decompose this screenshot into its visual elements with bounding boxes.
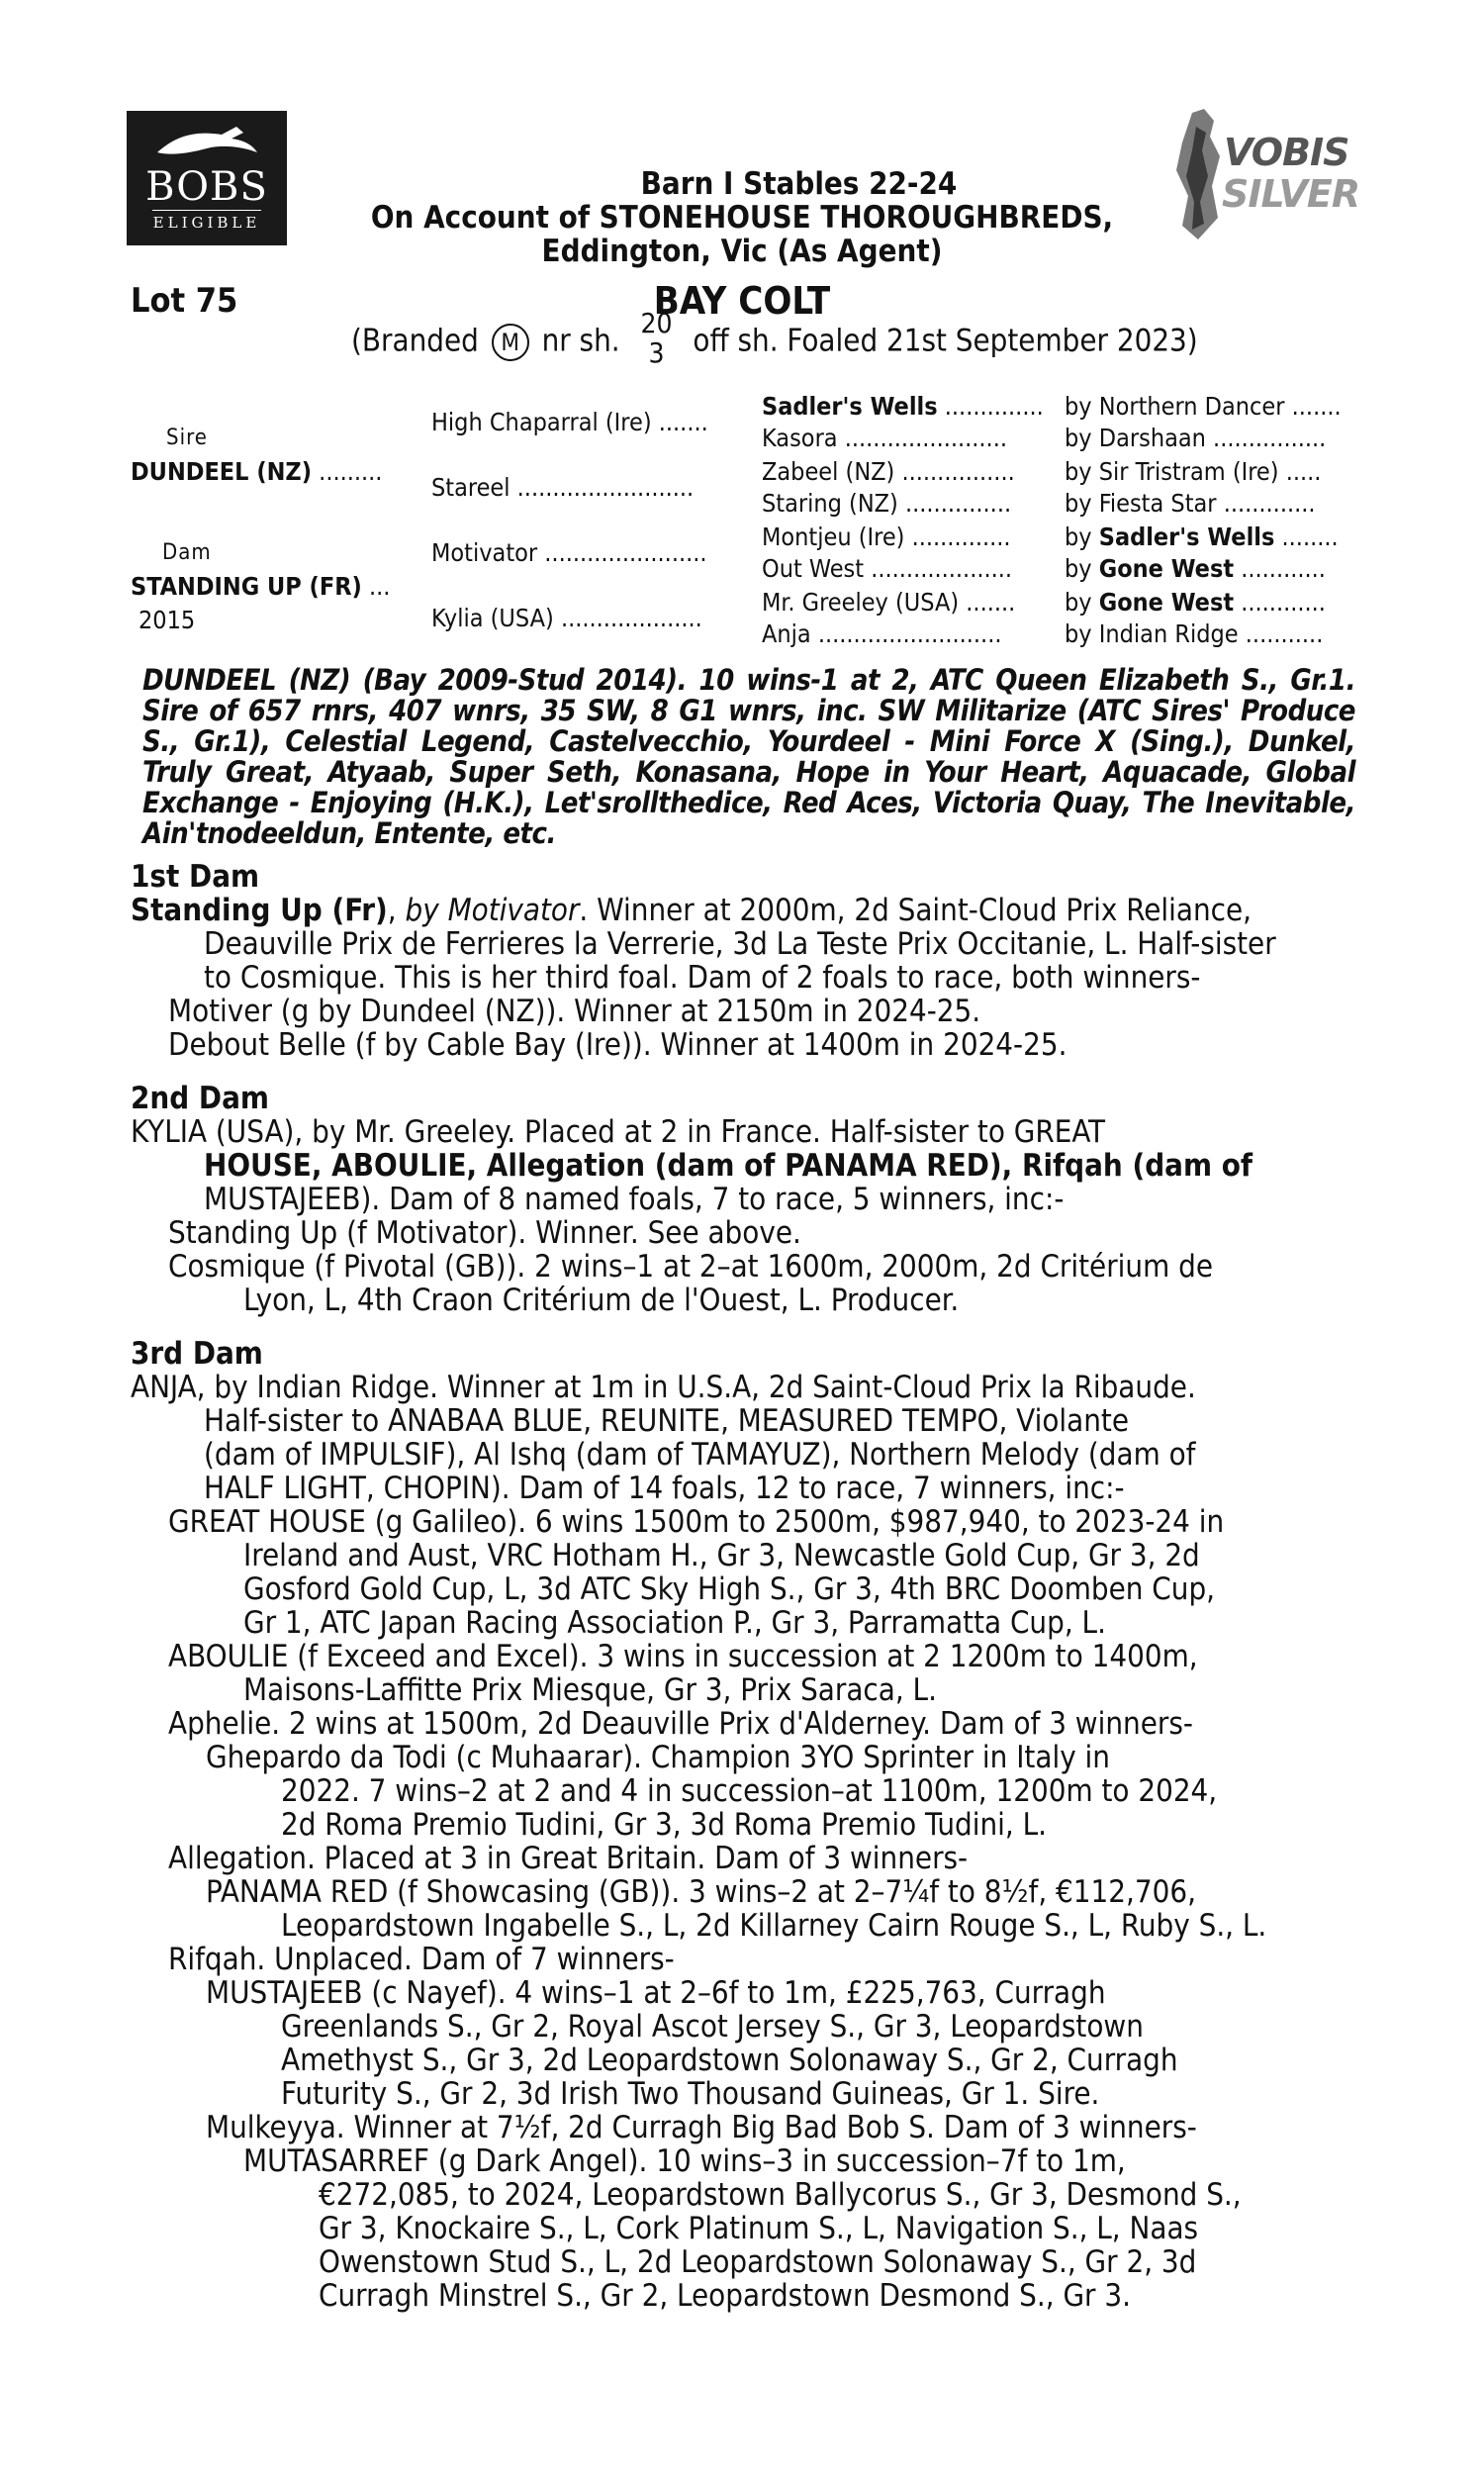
brand-nr: nr sh.	[541, 323, 620, 359]
third-dam-line: (dam of IMPULSIF), Al Ishq (dam of TAMAYUZ), Northern Melody (dam of	[204, 1437, 1196, 1473]
third-dam-line: €272,085, to 2024, Leopardstown Ballycorus S., Gr 3, Desmond S.,	[319, 2177, 1242, 2213]
first-dam-progeny-2: Debout Belle (f by Cable Bay (Ire)). Winner at 1400m in 2024-25.	[168, 1027, 1067, 1063]
third-dam-line: Allegation. Placed at 3 in Great Britain. Dam of 3 winners-	[168, 1841, 969, 1876]
third-dam-line: MUTASARREF (g Dark Angel). 10 wins–3 in succession–7f to 1m,	[243, 2143, 1126, 2179]
third-dam-line: Mulkeyya. Winner at 7½f, 2d Curragh Big Bad Bob S. Dam of 3 winners-	[206, 2110, 1197, 2145]
third-dam-line: Gr 3, Knockaire S., L, Cork Platinum S., L, Navigation S., L, Naas	[319, 2211, 1199, 2246]
brand-fraction-bottom: 3	[648, 336, 665, 369]
brand-line	[351, 307, 1198, 372]
brand-mark: M	[501, 329, 520, 356]
dam-name: STANDING UP (FR) ...	[131, 572, 391, 601]
brand-suffix: off sh. Foaled 21st September 2023)	[693, 323, 1198, 359]
third-dam-line: 2022. 7 wins–2 at 2 and 4 in succession–at 1100m, 1200m to 2024,	[281, 1773, 1218, 1809]
g4-7: by Gone West ............	[1065, 588, 1326, 617]
horse-title: BAY COLT	[653, 279, 831, 323]
brand-mark-icon	[492, 324, 529, 361]
g4-2: by Darshaan ................	[1065, 424, 1327, 452]
g4-8: by Indian Ridge ...........	[1065, 619, 1324, 648]
brand-fraction-top: 20	[640, 307, 673, 339]
g3-6: Out West ....................	[762, 554, 1013, 583]
g4-6: by Gone West ............	[1065, 554, 1326, 583]
third-dam-line: Curragh Minstrel S., Gr 2, Leopardstown Desmond S., Gr 3.	[319, 2278, 1131, 2314]
g3-8: Anja ..........................	[762, 619, 1002, 648]
g3-3: Zabeel (NZ) ................	[762, 457, 1015, 486]
sire-name: DUNDEEL (NZ) .........	[131, 457, 383, 486]
third-dam-line: ABOULIE (f Exceed and Excel). 3 wins in succession at 2 1200m to 1400m,	[168, 1639, 1198, 1674]
third-dam-line: Gosford Gold Cup, L, 3d ATC Sky High S., Gr 3, 4th BRC Doomben Cup,	[243, 1571, 1216, 1607]
second-dam-line-1: KYLIA (USA), by Mr. Greeley. Placed at 2 in France. Half-sister to GREAT	[131, 1114, 1106, 1150]
lot-number: Lot 75	[131, 281, 238, 321]
third-dam-line: Leopardstown Ingabelle S., L, 2d Killarney Cairn Rouge S., L, Ruby S., L.	[281, 1908, 1267, 1944]
silver-logo-text: SILVER	[1222, 172, 1360, 216]
third-dam-line: Greenlands S., Gr 2, Royal Ascot Jersey S., Gr 3, Leopardstown	[281, 2009, 1144, 2045]
vendor-location: Eddington, Vic (As Agent)	[541, 234, 943, 269]
third-dam-line: Gr 1, ATC Japan Racing Association P., Gr 3, Parramatta Cup, L.	[243, 1605, 1106, 1641]
dam-label: Dam	[162, 540, 212, 565]
third-dam-line: Futurity S., Gr 2, 3d Irish Two Thousand Guineas, Gr 1. Sire.	[281, 2076, 1100, 2112]
second-dam-heading: 2nd Dam	[131, 1081, 269, 1116]
second-dam-progeny-2a: Cosmique (f Pivotal (GB)). 2 wins–1 at 2–at 1600m, 2000m, 2d Critérium de	[168, 1249, 1214, 1285]
third-dam-line: Ghepardo da Todi (c Muhaarar). Champion 3YO Sprinter in Italy in	[206, 1740, 1110, 1775]
first-dam-line-2: Deauville Prix de Ferrieres la Verrerie, 3d La Teste Prix Occitanie, L. Half-sister	[204, 926, 1276, 962]
third-dam-line: Amethyst S., Gr 3, 2d Leopardstown Solonaway S., Gr 2, Curragh	[281, 2043, 1178, 2078]
second-dam-line-3: MUSTAJEEB). Dam of 8 named foals, 7 to race, 5 winners, inc:-	[204, 1182, 1065, 1217]
third-dam-line: MUSTAJEEB (c Nayef). 4 wins–1 at 2–6f to 1m, £225,763, Curragh	[206, 1975, 1106, 2011]
g4-5: by Sadler's Wells ........	[1065, 523, 1339, 551]
first-dam-progeny-1: Motiver (g by Dundeel (NZ)). Winner at 2150m in 2024-25.	[168, 994, 981, 1029]
third-dam-line: Aphelie. 2 wins at 1500m, 2d Deauville Prix d'Alderney. Dam of 3 winners-	[168, 1706, 1193, 1742]
bobs-logo-subtext: ELIGIBLE	[152, 210, 261, 232]
third-dam-line: Maisons-Laffitte Prix Miesque, Gr 3, Prix Saraca, L.	[243, 1672, 937, 1708]
second-dam-progeny-2b: Lyon, L, 4th Craon Critérium de l'Ouest, L. Producer.	[243, 1283, 960, 1318]
vendor-line: On Account of STONEHOUSE THOROUGHBREDS,	[370, 200, 1114, 236]
g4-3: by Sir Tristram (Ire) .....	[1065, 457, 1322, 486]
dam-year: 2015	[139, 606, 196, 634]
vobis-logo-text: VOBIS	[1224, 131, 1349, 174]
g3-4: Staring (NZ) ...............	[762, 489, 1012, 518]
first-dam-heading: 1st Dam	[131, 859, 260, 895]
third-dam-line: HALF LIGHT, CHOPIN). Dam of 14 foals, 12 to race, 7 winners, inc:-	[204, 1471, 1125, 1506]
g4-4: by Fiesta Star .............	[1065, 489, 1316, 518]
g3-7: Mr. Greeley (USA) .......	[762, 588, 1016, 617]
g3-2: Kasora .......................	[762, 424, 1007, 452]
barn-location: Barn I Stables 22-24	[640, 166, 958, 202]
sire-summary: DUNDEEL (NZ) (Bay 2009-Stud 2014). 10 wins-1 at 2, ATC Queen Elizabeth S., Gr.1. Sire of 657 rnrs, 407 wnrs, 35 SW, 8 G1 wnrs, inc. SW Militarize (ATC Sires' Produce S., Gr.1), Celestial Legend, Castelvecchio, Yourdeel - Mini Force X (Sing.), Dunkel, Truly Great, Atyaab, Super Seth, Konasana, Hope in Your Heart, Aquacade, Global Exchange - Enjoying (H.K.), Let'srollthedice, Red Aces, Victoria Quay, The Inevitable, Ain'tnodeeldun, Entente, etc.	[142, 663, 1355, 850]
third-dam-line: Ireland and Aust, VRC Hotham H., Gr 3, Newcastle Gold Cup, Gr 3, 2d	[243, 1538, 1200, 1573]
third-dam-line: Owenstown Stud S., L, 2d Leopardstown Solonaway S., Gr 2, 3d	[319, 2244, 1197, 2280]
third-dam-heading: 3rd Dam	[131, 1336, 263, 1372]
first-dam-line-1: Standing Up (Fr), by Motivator. Winner at 2000m, 2d Saint-Cloud Prix Reliance,	[131, 893, 1252, 928]
g3-1: Sadler's Wells ..............	[762, 392, 1044, 421]
sire-dam: Stareel .........................	[431, 473, 695, 502]
second-dam-line-2: HOUSE, ABOULIE, Allegation (dam of PANAMA RED), Rifqah (dam of	[204, 1148, 1253, 1184]
brand-prefix: (Branded	[351, 323, 479, 359]
third-dam-line: 2d Roma Premio Tudini, Gr 3, 3d Roma Premio Tudini, L.	[281, 1807, 1047, 1843]
third-dam-line: ANJA, by Indian Ridge. Winner at 1m in U.S.A, 2d Saint-Cloud Prix la Ribaude.	[131, 1370, 1196, 1405]
sire-sire: High Chaparral (Ire) .......	[431, 408, 708, 436]
bobs-logo-text: BOBS	[145, 164, 268, 210]
dam-dam: Kylia (USA) ....................	[431, 604, 702, 632]
g4-1: by Northern Dancer .......	[1065, 392, 1342, 421]
horse-icon	[152, 123, 261, 162]
first-dam-line-3: to Cosmique. This is her third foal. Dam of 2 foals to race, both winners-	[204, 960, 1201, 996]
sire-label: Sire	[166, 426, 208, 450]
g3-5: Montjeu (Ire) ..............	[762, 523, 1011, 551]
second-dam-progeny-1: Standing Up (f Motivator). Winner. See above.	[168, 1215, 801, 1251]
third-dam-line: Rifqah. Unplaced. Dam of 7 winners-	[168, 1942, 675, 1977]
third-dam-line: Half-sister to ANABAA BLUE, REUNITE, MEASURED TEMPO, Violante	[204, 1403, 1129, 1439]
third-dam-line: PANAMA RED (f Showcasing (GB)). 3 wins–2 at 2–7¼f to 8½f, €112,706,	[206, 1874, 1196, 1910]
third-dam-line: GREAT HOUSE (g Galileo). 6 wins 1500m to 2500m, $987,940, to 2023-24 in	[168, 1504, 1225, 1540]
brand-fraction	[640, 309, 672, 368]
dam-sire: Motivator .......................	[431, 538, 707, 567]
